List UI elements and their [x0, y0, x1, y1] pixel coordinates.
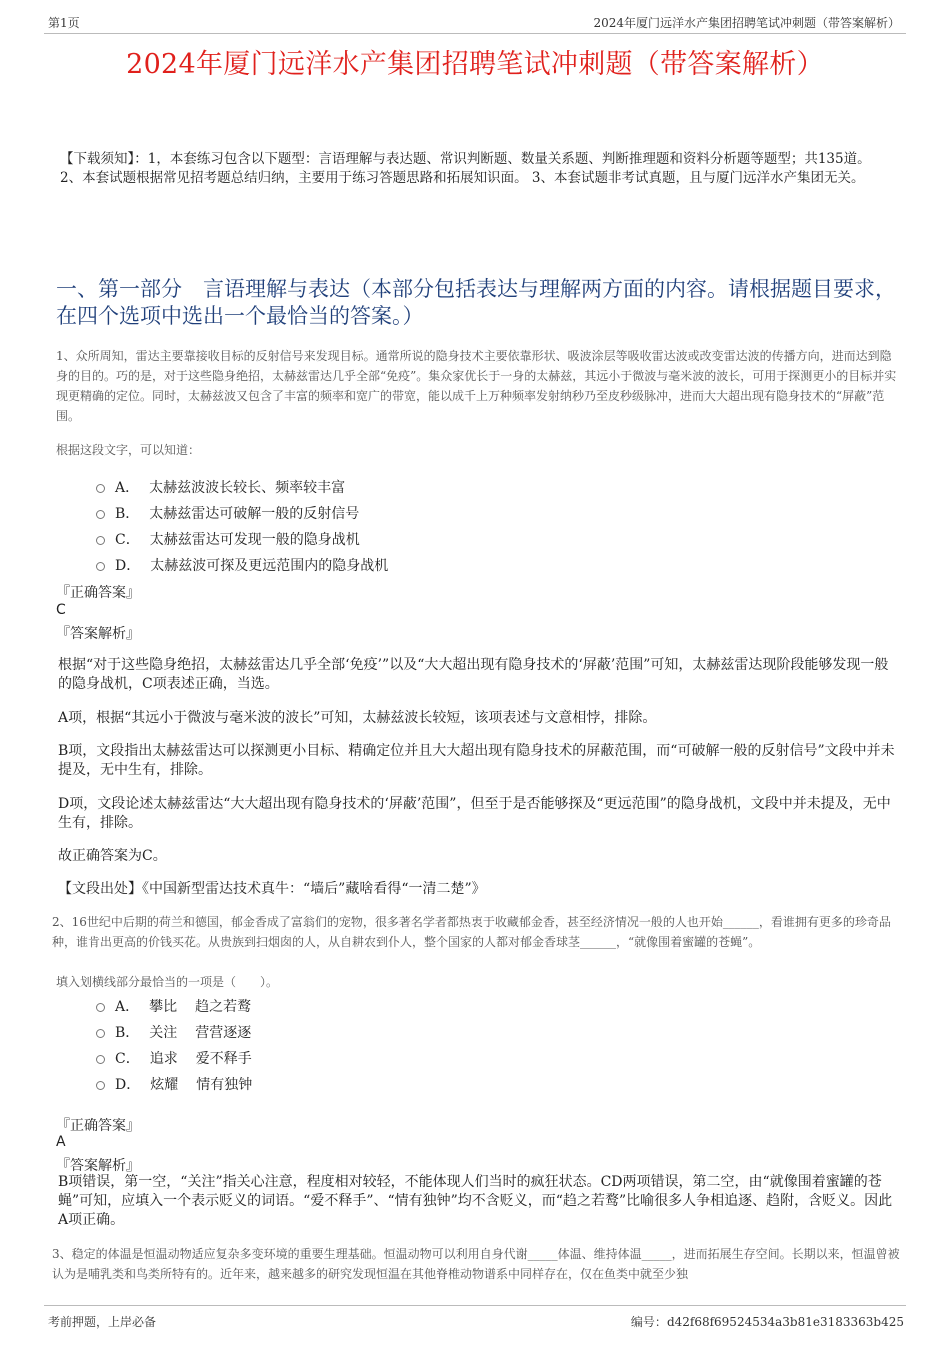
- running-header-title: 2024年厦门远洋水产集团招聘笔试冲刺题（带答案解析）: [593, 16, 900, 30]
- source-citation: 【文段出处】《中国新型雷达技术真牛：“墙后”藏啥看得“一清二楚”》: [58, 881, 486, 897]
- footer-divider: [44, 1305, 906, 1306]
- analysis-paragraph: B项错误，第一空，“关注”指关心注意，程度相对较轻，不能体现人们当时的疯狂状态。CD两项错误，第二空，由“就像围着蜜罐的苍蝇”可知，应填入一个表示贬义的词语。“爱不释手”、“情有独钟”均不含贬义，而“趋之若鹜”比喻很多人争相追逐、趋附，含贬义。因此A项正确。: [58, 1174, 893, 1228]
- option-letter: D．: [115, 1077, 141, 1093]
- radio-button-icon[interactable]: [96, 1081, 105, 1090]
- analysis-paragraph: 根据“对于这些隐身绝招，太赫兹雷达几乎全部‘免疫’”以及“大大超出现有隐身技术的‘屏蔽’范围”可知，太赫兹雷达现阶段能够发现一般的隐身战机，C项表述正确，当选。: [58, 657, 889, 692]
- option-letter: B．: [115, 506, 140, 522]
- document-code-label: 编号：: [630, 1315, 667, 1329]
- option-text: 太赫兹波可探及更远范围内的隐身战机: [150, 558, 389, 574]
- option-word-2: 情有独钟: [196, 1077, 253, 1093]
- document-code-value: d42f68f69524534a3b81e3183363b425: [666, 1315, 904, 1329]
- option-word-1: 攀比: [149, 999, 178, 1015]
- radio-button-icon[interactable]: [96, 536, 105, 545]
- question-2-option-d[interactable]: [96, 1074, 252, 1094]
- question-1-option-c[interactable]: [96, 529, 360, 549]
- option-word-2: 营营逐逐: [195, 1025, 252, 1041]
- radio-button-icon[interactable]: [96, 484, 105, 493]
- page-number: 第1页: [48, 16, 80, 30]
- analysis-paragraph: D项，文段论述太赫兹雷达“大大超出现有隐身技术的‘屏蔽’范围”，但至于是否能够探及“更远范围”的隐身战机，文段中并未提及，无中生有，排除。: [58, 796, 891, 831]
- correct-answer: C: [56, 602, 66, 618]
- document-code: [631, 1313, 904, 1330]
- correct-answer-label: 『正确答案』: [56, 1118, 140, 1134]
- radio-button-icon[interactable]: [96, 1003, 105, 1012]
- option-letter: A．: [115, 480, 140, 496]
- analysis-label: 『答案解析』: [56, 626, 140, 642]
- correct-answer: A: [56, 1134, 66, 1150]
- option-letter: A．: [115, 999, 140, 1015]
- question-1-stem: 1、众所周知，雷达主要靠接收目标的反射信号来发现目标。通常所说的隐身技术主要依靠形状、吸波涂层等吸收雷达波或改变雷达波的传播方向，进而达到隐身的目的。巧的是，对于这些隐身绝招，太赫兹雷达几乎全部“免疫”。集众家优长于一身的太赫兹，其远小于微波与毫米波的波长，可用于探测更小的目标并实现更精确的定位。同时，太赫兹波又包含了丰富的频率和宽广的带宽，能以成千上万种频率发射纳秒乃至皮秒级脉冲，进而大大超出现有隐身技术的“屏蔽”范围。: [56, 349, 897, 423]
- analysis-paragraph: A项，根据“其远小于微波与毫米波的波长”可知，太赫兹波长较短，该项表述与文意相悖，排除。: [58, 710, 657, 726]
- option-text: 太赫兹雷达可破解一般的反射信号: [149, 506, 360, 522]
- question-1-option-b[interactable]: [96, 503, 359, 523]
- option-word-1: 追求: [149, 1051, 178, 1067]
- question-1-option-d[interactable]: [96, 555, 388, 575]
- option-word-2: 趋之若鹜: [195, 999, 252, 1015]
- question-2-option-a[interactable]: [96, 996, 251, 1016]
- radio-button-icon[interactable]: [96, 1055, 105, 1064]
- question-2-option-c[interactable]: [96, 1048, 252, 1068]
- section-heading: 一、第一部分 言语理解与表达（本部分包括表达与理解两方面的内容。请根据题目要求，在四个选项中选出一个最恰当的答案。）: [56, 277, 896, 328]
- question-3-stem: 3、稳定的体温是恒温动物适应复杂多变环境的重要生理基础。恒温动物可以利用自身代谢_____体温、维持体温_____，进而拓展生存空间。长期以来，恒温曾被认为是哺乳类和鸟类所特有的。近年来，越来越多的研究发现恒温在其他脊椎动物谱系中同样存在，仅在鱼类中就至少独: [52, 1247, 900, 1281]
- option-letter: D．: [115, 558, 141, 574]
- analysis-paragraph: B项，文段指出太赫兹雷达可以探测更小目标、精确定位并且大大超出现有隐身技术的屏蔽范围，而“可破解一般的反射信号”文段中并未提及，无中生有，排除。: [58, 743, 895, 778]
- option-word-1: 炫耀: [150, 1077, 179, 1093]
- option-text: 太赫兹波波长较长、频率较丰富: [149, 480, 346, 496]
- radio-button-icon[interactable]: [96, 510, 105, 519]
- option-text: 太赫兹雷达可发现一般的隐身战机: [149, 532, 360, 548]
- question-2-option-b[interactable]: [96, 1022, 251, 1042]
- correct-answer-label: 『正确答案』: [56, 585, 140, 601]
- option-word-2: 爱不释手: [195, 1051, 252, 1067]
- option-letter: B．: [115, 1025, 140, 1041]
- option-word-1: 关注: [149, 1025, 178, 1041]
- question-2-prompt: 填入划横线部分最恰当的一项是（ ）。: [56, 975, 279, 989]
- option-letter: C．: [115, 1051, 140, 1067]
- radio-button-icon[interactable]: [96, 1029, 105, 1038]
- question-1-prompt: 根据这段文字，可以知道：: [56, 443, 201, 457]
- download-notice: 【下载须知】：1，本套练习包含以下题型：言语理解与表达题、常识判断题、数量关系题、判断推理题和资料分析题等题型；共135道。 2、本套试题根据常见招考题总结归纳，主要用于练习答题思路和拓展知识面。 3、本套试题非考试真题，且与厦门远洋水产集团无关。: [60, 151, 871, 186]
- analysis-conclusion: 故正确答案为C。: [58, 848, 167, 864]
- document-title: 2024年厦门远洋水产集团招聘笔试冲刺题（带答案解析）: [126, 49, 824, 80]
- footer-slogan: 考前押题，上岸必备: [48, 1315, 157, 1329]
- header-divider: [44, 33, 906, 34]
- analysis-label: 『答案解析』: [56, 1158, 140, 1174]
- question-1-option-a[interactable]: [96, 477, 345, 497]
- option-letter: C．: [115, 532, 140, 548]
- radio-button-icon[interactable]: [96, 562, 105, 571]
- question-2-stem: 2、16世纪中后期的荷兰和德国，郁金香成了富翁们的宠物，很多著名学者都热衷于收藏郁金香，甚至经济情况一般的人也开始______，看谁拥有更多的珍奇品种，谁肯出更高的价钱买花。从贵族到扫烟囱的人，从自耕农到仆人，整个国家的人都对郁金香球茎______，“就像围着蜜罐的苍蝇”。: [52, 915, 891, 949]
